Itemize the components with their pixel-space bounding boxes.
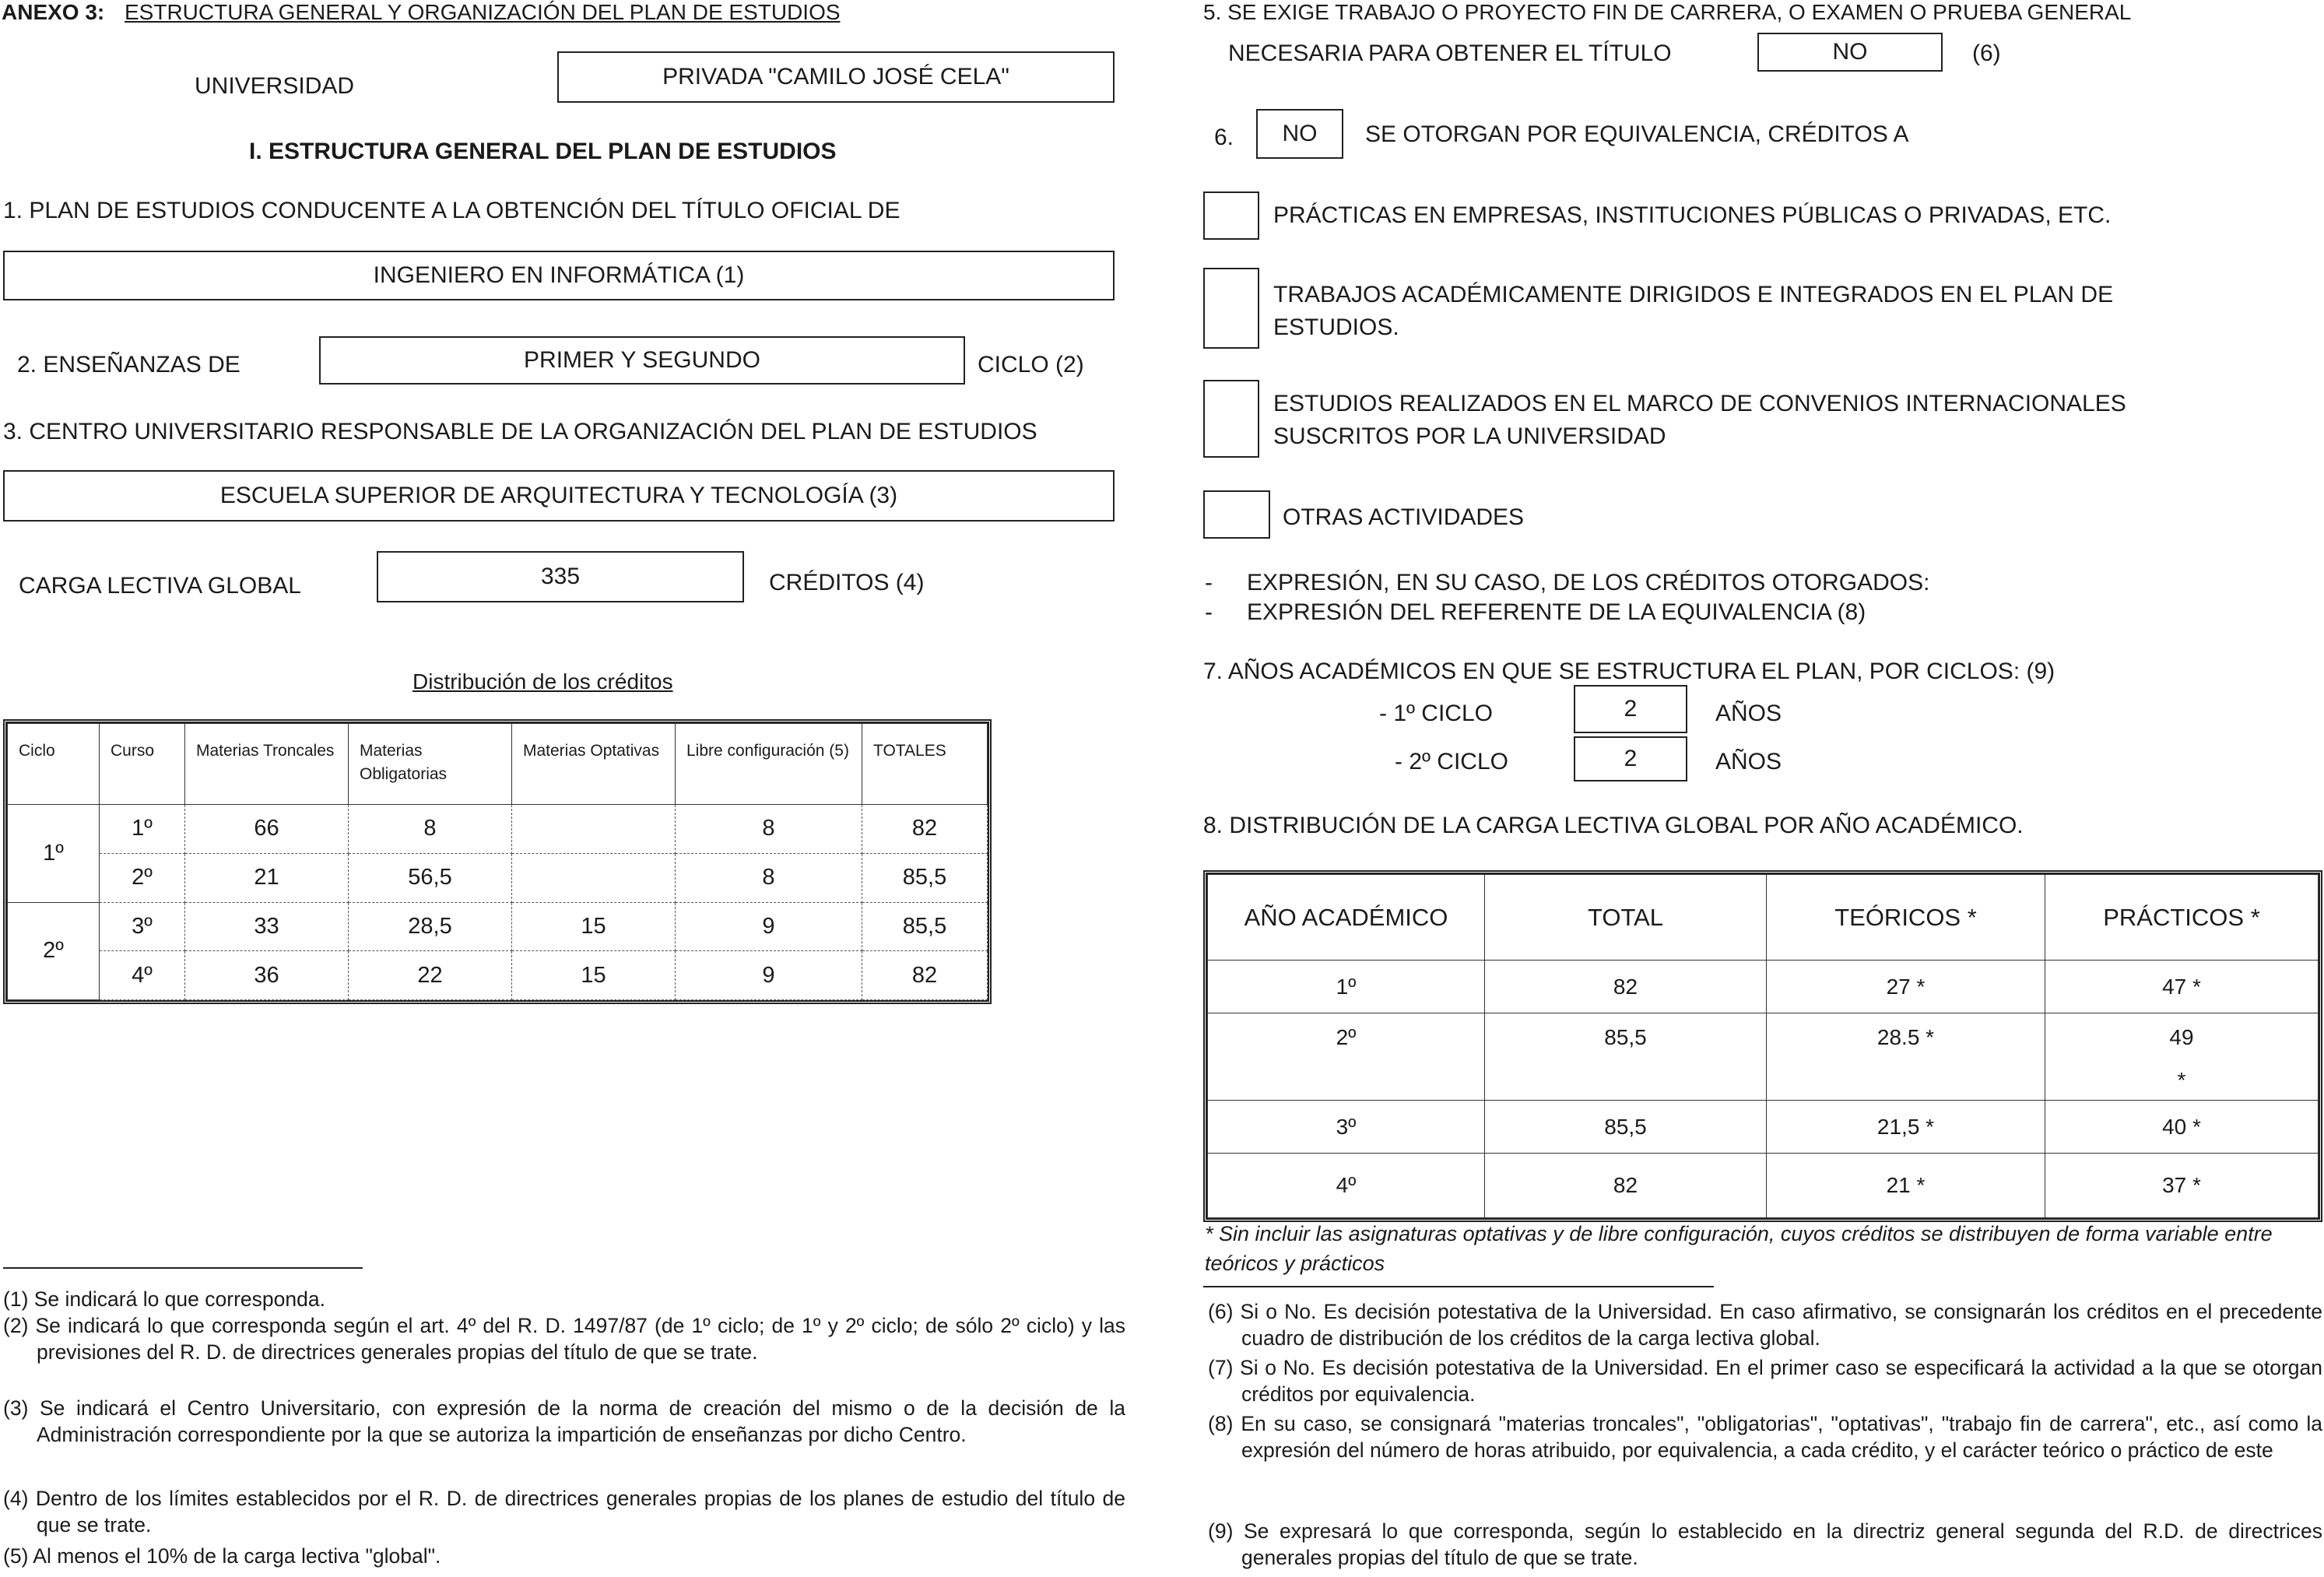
q1-label: 1. PLAN DE ESTUDIOS CONDUCENTE A LA OBTENCIÓN DEL TÍTULO OFICIAL DE [3, 198, 900, 223]
libre-cell: 8 [676, 805, 862, 854]
global-load-suffix: CRÉDITOS (4) [769, 570, 925, 595]
option-academic-work: TRABAJOS ACADÉMICAMENTE DIRIGIDOS E INTEGRADOS EN EL PLAN DE [1273, 282, 2114, 307]
col-header-troncales: Materias Troncales [185, 724, 349, 805]
table-row [1208, 1013, 2319, 1062]
footnote-7: (7) Si o No. Es decisión potestativa de la Universidad. En el primer caso se especificará la actividad a la que se otorgan créditos por equivalencia. [1208, 1356, 2322, 1406]
global-load-value: 335 [540, 564, 581, 589]
footnote-rule-right [1203, 1286, 1714, 1287]
libre-cell: 9 [676, 951, 862, 1000]
q7-label: 7. AÑOS ACADÉMICOS EN QUE SE ESTRUCTURA EL PLAN, POR CICLOS: (9) [1203, 659, 2055, 684]
cycle1-years-value: 2 [1624, 696, 1638, 722]
total-cell: 85,5 [1485, 1101, 1767, 1154]
totales-cell: 85,5 [862, 853, 988, 902]
total-cell: 82 [1485, 961, 1767, 1013]
q6-label: SE OTORGAN POR EQUIVALENCIA, CRÉDITOS A [1365, 121, 1909, 147]
col-header-practicos: PRÁCTICOS * [2045, 875, 2319, 961]
university-value: PRIVADA "CAMILO JOSÉ CELA" [662, 64, 1009, 90]
university-label: UNIVERSIDAD [195, 73, 355, 99]
q5-note: (6) [1972, 40, 2001, 66]
troncales-cell: 33 [185, 902, 349, 951]
final-project-field [1757, 33, 1943, 72]
q2-suffix: CICLO (2) [978, 352, 1084, 378]
table-row [1208, 1062, 2319, 1101]
practicos-cell: * [2045, 1062, 2319, 1101]
expression-credits: EXPRESIÓN, EN SU CASO, DE LOS CRÉDITOS OTORGADOS: [1247, 570, 1930, 595]
table-row [1208, 1101, 2319, 1154]
cycles-field [319, 336, 965, 385]
q5-line2: NECESARIA PARA OBTENER EL TÍTULO [1228, 40, 1672, 66]
table-row [1208, 1154, 2319, 1218]
global-load-label: CARGA LECTIVA GLOBAL [19, 573, 301, 599]
dash-1: - [1205, 570, 1213, 595]
distribution-title: Distribución de los créditos [412, 669, 673, 694]
practicos-cell: 49 [2045, 1013, 2319, 1062]
annex-title: ESTRUCTURA GENERAL Y ORGANIZACIÓN DEL PLAN DE ESTUDIOS [125, 0, 841, 24]
table-row [1208, 961, 2319, 1013]
table-header-row [1208, 875, 2319, 961]
option-international-cont: SUSCRITOS POR LA UNIVERSIDAD [1273, 423, 1666, 449]
expression-referent: EXPRESIÓN DEL REFERENTE DE LA EQUIVALENCIA (8) [1247, 599, 1866, 625]
teoricos-cell: 27 * [1767, 961, 2045, 1013]
cycle2-label: - 2º CICLO [1395, 749, 1508, 774]
international-checkbox[interactable] [1203, 380, 1259, 458]
option-internships: PRÁCTICAS EN EMPRESAS, INSTITUCIONES PÚBLICAS O PRIVADAS, ETC. [1273, 202, 2112, 228]
footnote-2: (2) Se indicará lo que corresponda según el art. 4º del R. D. 1497/87 (de 1º ciclo; de 1º y 2º ciclo; de sólo 2º ciclo) y las previsiones del R. D. de directrices generales propias del título de que se trate. [3, 1314, 1125, 1364]
totales-cell: 82 [862, 805, 988, 854]
year-cell: 4º [1208, 1154, 1485, 1218]
col-header-teoricos: TEÓRICOS * [1767, 875, 2045, 961]
footnote-8: (8) En su caso, se consignará "materias troncales", "obligatorias", "optativas", "trabajo fin de carrera", etc., así como la expresión del número de horas atribuido, por equivalencia, a cada crédito, y el carácter teórico o práctico de este [1208, 1412, 2322, 1462]
total-cell: 82 [1485, 1154, 1767, 1218]
table-row [8, 902, 988, 951]
curso-cell: 1º [100, 805, 185, 854]
troncales-cell: 21 [185, 853, 349, 902]
totales-cell: 82 [862, 951, 988, 1000]
footnote-5: (5) Al menos el 10% de la carga lectiva "global". [3, 1544, 441, 1568]
cycle-cell: 2º [8, 902, 100, 1000]
year-cell: 3º [1208, 1101, 1485, 1154]
q8-label: 8. DISTRIBUCIÓN DE LA CARGA LECTIVA GLOBAL POR AÑO ACADÉMICO. [1203, 813, 2024, 838]
table-row [8, 951, 988, 1000]
final-project-value: NO [1832, 39, 1868, 65]
col-header-year: AÑO ACADÉMICO [1208, 875, 1485, 961]
q6-number: 6. [1214, 125, 1234, 150]
obligatorias-cell: 56,5 [349, 853, 512, 902]
curso-cell: 3º [100, 902, 185, 951]
col-header-optativas: Materias Optativas [512, 724, 676, 805]
table-row [8, 853, 988, 902]
q2-label: 2. ENSEÑANZAS DE [17, 352, 240, 378]
total-cell [1485, 1062, 1767, 1101]
center-value: ESCUELA SUPERIOR DE ARQUITECTURA Y TECNOLOGÍA (3) [219, 483, 898, 508]
academic-work-checkbox[interactable] [1203, 268, 1259, 349]
section-title: I. ESTRUCTURA GENERAL DEL PLAN DE ESTUDIOS [249, 139, 837, 164]
troncales-cell: 36 [185, 951, 349, 1000]
cycle2-years-field [1574, 736, 1687, 781]
global-load-field [377, 551, 744, 602]
table-header-row [8, 724, 988, 805]
totales-cell: 85,5 [862, 902, 988, 951]
degree-title-field [3, 251, 1115, 300]
optativas-cell [512, 805, 676, 854]
q5-line1: 5. SE EXIGE TRABAJO O PROYECTO FIN DE CARRERA, O EXAMEN O PRUEBA GENERAL [1203, 0, 2132, 24]
footnote-9: (9) Se expresará lo que corresponda, según lo establecido en la directriz general segunda del R.D. de directrices generales propias del título de que se trate. [1208, 1519, 2322, 1569]
obligatorias-cell: 28,5 [349, 902, 512, 951]
cycle-cell: 1º [8, 805, 100, 903]
cycle2-unit: AÑOS [1715, 749, 1782, 774]
col-header-obligatorias: Materias Obligatorias [349, 724, 512, 805]
year-cell: 1º [1208, 961, 1485, 1013]
dash-2: - [1205, 599, 1213, 625]
other-activities-checkbox[interactable] [1203, 490, 1270, 539]
optativas-cell [512, 853, 676, 902]
cycle1-unit: AÑOS [1715, 701, 1782, 726]
center-field [3, 470, 1115, 522]
equivalence-value: NO [1282, 121, 1318, 146]
col-header-curso: Curso [100, 724, 185, 805]
practicos-cell: 40 * [2045, 1101, 2319, 1154]
year-cell [1208, 1062, 1485, 1101]
teoricos-cell: 28.5 * [1767, 1013, 2045, 1062]
col-header-totales: TOTALES [862, 724, 988, 805]
obligatorias-cell: 22 [349, 951, 512, 1000]
teoricos-cell: 21 * [1767, 1154, 2045, 1218]
option-academic-work-cont: ESTUDIOS. [1273, 314, 1399, 340]
libre-cell: 8 [676, 853, 862, 902]
libre-cell: 9 [676, 902, 862, 951]
option-other-activities: OTRAS ACTIVIDADES [1283, 504, 1525, 530]
teoricos-cell [1767, 1062, 2045, 1101]
cycle1-label: - 1º CICLO [1379, 701, 1493, 726]
table-note: * Sin incluir las asignaturas optativas y de libre configuración, cuyos créditos se distribuyen de forma variable entre teóricos y prácticos [1205, 1222, 2273, 1275]
option-international: ESTUDIOS REALIZADOS EN EL MARCO DE CONVENIOS INTERNACIONALES [1273, 391, 2126, 416]
footnote-1: (1) Se indicará lo que corresponda. [3, 1287, 325, 1311]
footnote-6: (6) Si o No. Es decisión potestativa de la Universidad. En caso afirmativo, se consignarán los créditos en el precedente cuadro de distribución de los créditos de la carga lectiva global. [1208, 1300, 2322, 1350]
col-header-libre: Libre configuración (5) [676, 724, 862, 805]
footnote-rule-left [3, 1267, 363, 1269]
internships-checkbox[interactable] [1203, 191, 1259, 240]
practicos-cell: 47 * [2045, 961, 2319, 1013]
total-cell: 85,5 [1485, 1013, 1767, 1062]
practicos-cell: 37 * [2045, 1154, 2319, 1218]
degree-title-value: INGENIERO EN INFORMÁTICA (1) [373, 262, 745, 288]
university-field [557, 51, 1115, 103]
col-header-total: TOTAL [1485, 875, 1767, 961]
footnote-3: (3) Se indicará el Centro Universitario, con expresión de la norma de creación del mismo o de la decisión de la Administración correspondiente por la que se autoriza la impartición de enseñanzas por dicho Centro. [3, 1396, 1125, 1446]
optativas-cell: 15 [512, 902, 676, 951]
footnote-4: (4) Dentro de los límites establecidos por el R. D. de directrices generales propias de los planes de estudio del título de que se trate. [3, 1487, 1125, 1537]
curso-cell: 2º [100, 853, 185, 902]
curso-cell: 4º [100, 951, 185, 1000]
cycles-value: PRIMER Y SEGUNDO [524, 347, 760, 373]
col-header-ciclo: Ciclo [8, 724, 100, 805]
table-row [8, 805, 988, 854]
teoricos-cell: 21,5 * [1767, 1101, 2045, 1154]
troncales-cell: 66 [185, 805, 349, 854]
load-by-year-table [1203, 870, 2322, 1222]
cycle2-years-value: 2 [1624, 746, 1638, 771]
equivalence-field [1256, 109, 1343, 159]
obligatorias-cell: 8 [349, 805, 512, 854]
cycle1-years-field [1574, 685, 1687, 733]
year-cell: 2º [1208, 1013, 1485, 1062]
optativas-cell: 15 [512, 951, 676, 1000]
q3-label: 3. CENTRO UNIVERSITARIO RESPONSABLE DE LA ORGANIZACIÓN DEL PLAN DE ESTUDIOS [3, 419, 1037, 444]
credit-distribution-table [3, 719, 992, 1004]
annex-label: ANEXO 3: [2, 0, 105, 24]
